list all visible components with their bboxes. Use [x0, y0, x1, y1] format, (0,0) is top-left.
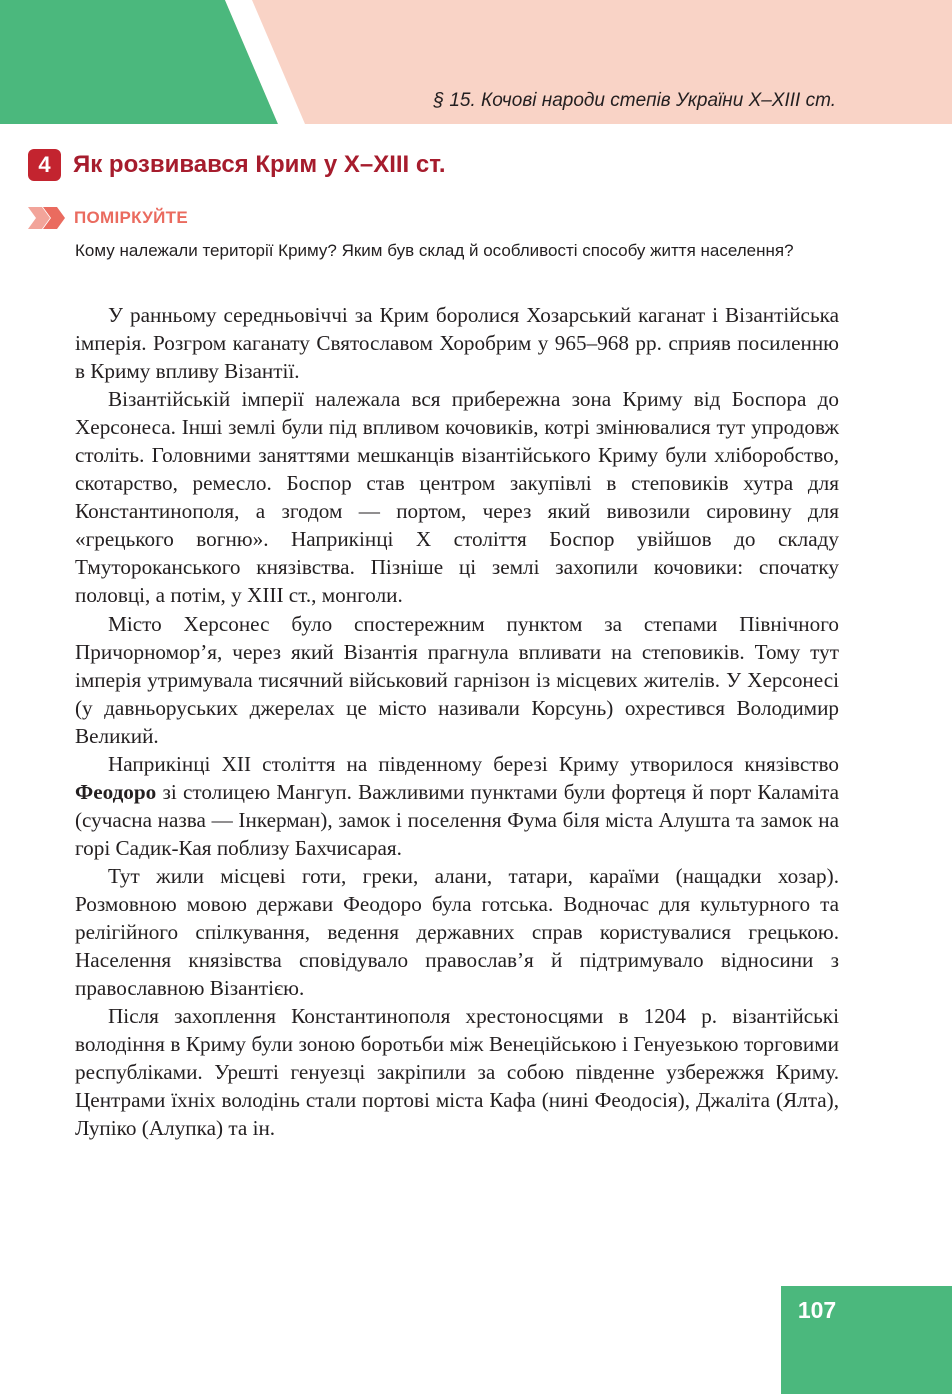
- paragraph-4-end: зі столицею Мангуп. Важливими пунктами були фортеця й порт Каламіта (сучасна назва — Інкерман), замок і поселення Фума біля міста Алушта та замок на горі Садик-Кая поблизу Бахчисарая.: [75, 779, 839, 860]
- feodoro-term: Феодоро: [75, 779, 157, 804]
- running-head: § 15. Кочові народи степів України X–XIII ст.: [433, 90, 836, 111]
- paragraph-5: Тут жили місцеві готи, греки, алани, татари, караїми (нащадки хозар). Розмовною мовою держави Феодоро була готська. Водночас для культурного та релігійного спілкування, ведення державних справ користувалися грецькою. Населення князівства сповідувало православ’я й підтримувало відносини з православною Візантією.: [75, 863, 839, 1001]
- section-number-badge: 4: [28, 149, 61, 181]
- think-label: ПОМІРКУЙТЕ: [74, 208, 188, 227]
- think-block-header: [28, 205, 188, 231]
- paragraph-2: Візантійській імперії належала вся прибережна зона Криму від Боспора до Херсонеса. Інші землі були під впливом кочовиків, котрі змінювалися тут упродовж століть. Головними заняттями мешканців візантійського Криму були хліборобство, скотарство, ремесло. Боспор став центром закупівлі в степовиків хутра для Константинополя, а згодом — портом, через який вивозили сировину для «грецького вогню». Наприкінці X століття Боспор увійшов до складу Тмутороканського князівства. Пізніше ці землі захопили кочовики: спочатку половці, а потім, у XIII ст., монголи.: [75, 387, 839, 608]
- body-text: [75, 301, 839, 1142]
- paragraph-6: Після захоплення Константинополя хрестоносцями в 1204 р. візантійські володіння в Криму були зоною боротьби між Венеційською і Генуезькою торговими республіками. Урешті генуезці закріпили за собою південне узбережжя Криму. Центрами їхніх володінь стали портові міста Кафа (нині Феодосія), Джаліта (Ялта), Лупіко (Алупка) та ін.: [75, 1004, 839, 1141]
- paragraph-3: Місто Херсонес було спостережним пунктом за степами Північного Причорномор’я, через який Візантія прагнула впливати на степовиків. Тому тут імперія утримувала тисячний військовий гарнізон із місцевих жителів. У Херсонесі (у давньоруських джерелах це місто називали Корсунь) охрестився Володимир Великий.: [75, 611, 839, 748]
- double-chevron-right-icon: [28, 207, 66, 229]
- think-question: Кому належали території Криму? Яким був склад й особливості способу життя населення?: [75, 241, 794, 260]
- paragraph-1: У ранньому середньовіччі за Крим боролися Хозарський каганат і Візантійська імперія. Розгром каганату Святославом Хоробрим у 965–968 рр. сприяв посиленню в Криму впливу Візантії.: [75, 303, 839, 384]
- section-heading: [28, 148, 446, 182]
- section-title: Як розвивався Крим у X–XIII ст.: [73, 151, 446, 178]
- paragraph-4: [75, 750, 839, 862]
- paragraph-4-start: Наприкінці XII століття на південному березі Криму утворилося князівство: [108, 751, 839, 776]
- page-number: 107: [797, 1297, 837, 1323]
